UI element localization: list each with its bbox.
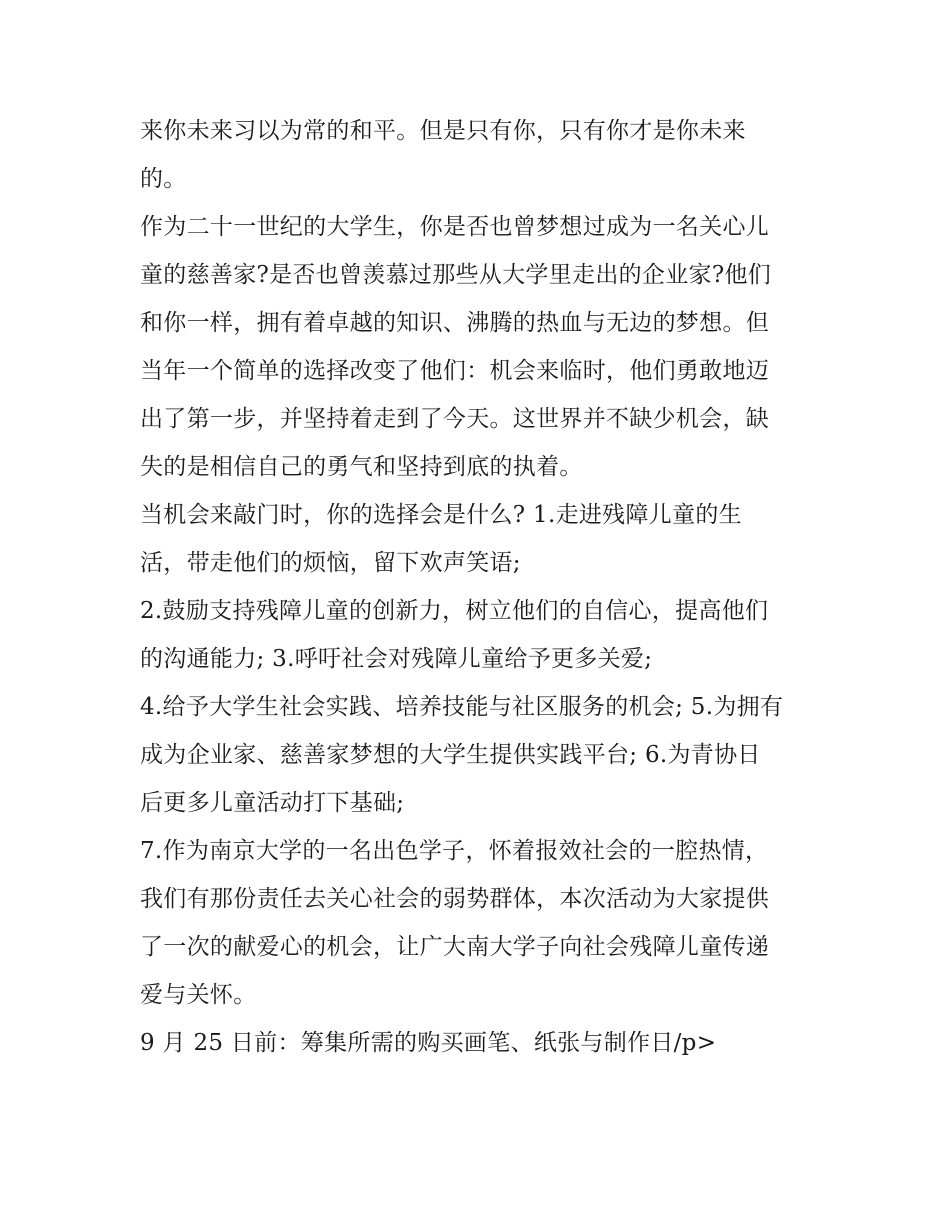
text-line: 来你未来习以为常的和平。但是只有你，只有你才是你未来 [140, 118, 746, 144]
text-line: 9 月 25 日前：筹集所需的购买画笔、纸张与制作日/p> [140, 1030, 717, 1056]
text-line: 的沟通能力; 3.呼吁社会对残障儿童给予更多关爱; [140, 646, 653, 672]
text-line: 活，带走他们的烦恼，留下欢声笑语; [140, 550, 521, 576]
text-line: 4.给予大学生社会实践、培养技能与社区服务的机会; 5.为拥有 [140, 694, 784, 720]
text-line: 我们有那份责任去关心社会的弱势群体，本次活动为大家提供 [140, 886, 770, 912]
text-line: 7.作为南京大学的一名出色学子，怀着报效社会的一腔热情， [140, 838, 769, 864]
text-line: 当机会来敲门时，你的选择会是什么? 1.走进残障儿童的生 [140, 502, 742, 528]
text-line: 作为二十一世纪的大学生，你是否也曾梦想过成为一名关心儿 [140, 214, 770, 240]
text-line: 后更多儿童活动打下基础; [140, 790, 405, 816]
text-line: 当年一个简单的选择改变了他们：机会来临时，他们勇敢地迈 [140, 358, 770, 384]
text-line: 的。 [140, 166, 187, 192]
text-line: 爱与关怀。 [140, 982, 257, 1008]
body-text [140, 107, 840, 1067]
text-line: 成为企业家、慈善家梦想的大学生提供实践平台; 6.为青协日 [140, 742, 761, 768]
text-line: 童的慈善家?是否也曾羡慕过那些从大学里走出的企业家?他们 [140, 262, 772, 288]
text-line: 了一次的献爱心的机会，让广大南大学子向社会残障儿童传递 [140, 934, 770, 960]
text-line: 和你一样，拥有着卓越的知识、沸腾的热血与无边的梦想。但 [140, 310, 770, 336]
text-line: 出了第一步，并坚持着走到了今天。这世界并不缺少机会，缺 [140, 406, 770, 432]
text-line: 2.鼓励支持残障儿童的创新力，树立他们的自信心，提高他们 [140, 598, 769, 624]
text-line: 失的是相信自己的勇气和坚持到底的执着。 [140, 454, 583, 480]
